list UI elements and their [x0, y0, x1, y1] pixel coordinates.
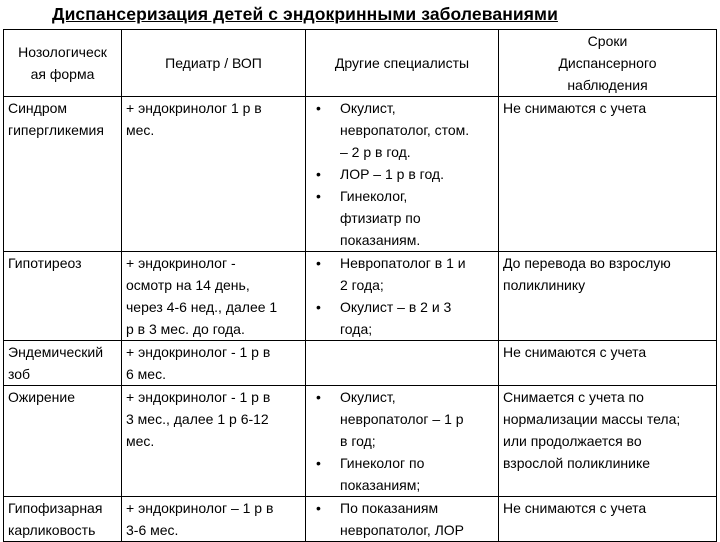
cell-form: Гипофизарная карликовость [4, 497, 122, 542]
cell-terms: Не снимаются с учета [499, 97, 717, 252]
cell-others [306, 386, 499, 497]
table-body [4, 97, 717, 542]
specialist-item: • Гинеколог, фтизиатр по показаниям. [310, 185, 494, 251]
header-pediatr: Педиатр / ВОП [122, 30, 306, 97]
cell-pediatr: + эндокринолог - осмотр на 14 день, через 4-6 нед., далее 1 р в 3 мес. до года. [122, 252, 306, 341]
table-row [4, 341, 717, 386]
specialists-list [310, 497, 494, 541]
specialist-item: • ЛОР – 1 р в год. [310, 163, 494, 185]
specialist-item: • Невропатолог в 1 и 2 года; [310, 252, 494, 296]
header-others: Другие специалисты [306, 30, 499, 97]
specialist-item: • По показаниям невропатолог, ЛОР [310, 497, 494, 541]
specialist-item: • Гинеколог по показаниям; [310, 452, 494, 496]
cell-terms: До перевода во взрослую поликлинику [499, 252, 717, 341]
cell-terms: Снимается с учета по нормализации массы тела; или продолжается во взрослой поликлинике [499, 386, 717, 497]
cell-pediatr: + эндокринолог 1 р в мес. [122, 97, 306, 252]
cell-form: Эндемический зоб [4, 341, 122, 386]
table-header-row [4, 30, 717, 97]
cell-others [306, 252, 499, 341]
cell-terms: Не снимаются с учета [499, 341, 717, 386]
cell-others [306, 341, 499, 386]
cell-others [306, 97, 499, 252]
specialists-list [310, 97, 494, 251]
table-row [4, 386, 717, 497]
cell-terms: Не снимаются с учета [499, 497, 717, 542]
table-row [4, 97, 717, 252]
cell-pediatr: + эндокринолог – 1 р в 3-6 мес. [122, 497, 306, 542]
cell-pediatr: + эндокринолог - 1 р в 6 мес. [122, 341, 306, 386]
page-title: Диспансеризация детей с эндокринными заболеваниями [52, 4, 558, 24]
cell-others [306, 497, 499, 542]
specialists-list [310, 386, 494, 496]
header-form: Нозологическ ая форма [4, 30, 122, 97]
specialist-item: • Окулист – в 2 и 3 года; [310, 296, 494, 340]
specialist-item: • Окулист, невропатолог – 1 р в год; [310, 386, 494, 452]
specialist-item: • Окулист, невропатолог, стом. – 2 р в год. [310, 97, 494, 163]
header-terms: Сроки Диспансерного наблюдения [499, 30, 717, 97]
cell-pediatr: + эндокринолог - 1 р в 3 мес., далее 1 р 6-12 мес. [122, 386, 306, 497]
table-row [4, 497, 717, 542]
dispensary-table [3, 29, 717, 542]
cell-form: Синдром гипергликемия [4, 97, 122, 252]
specialists-list [310, 252, 494, 340]
cell-form: Гипотиреоз [4, 252, 122, 341]
cell-form: Ожирение [4, 386, 122, 497]
table-row [4, 252, 717, 341]
